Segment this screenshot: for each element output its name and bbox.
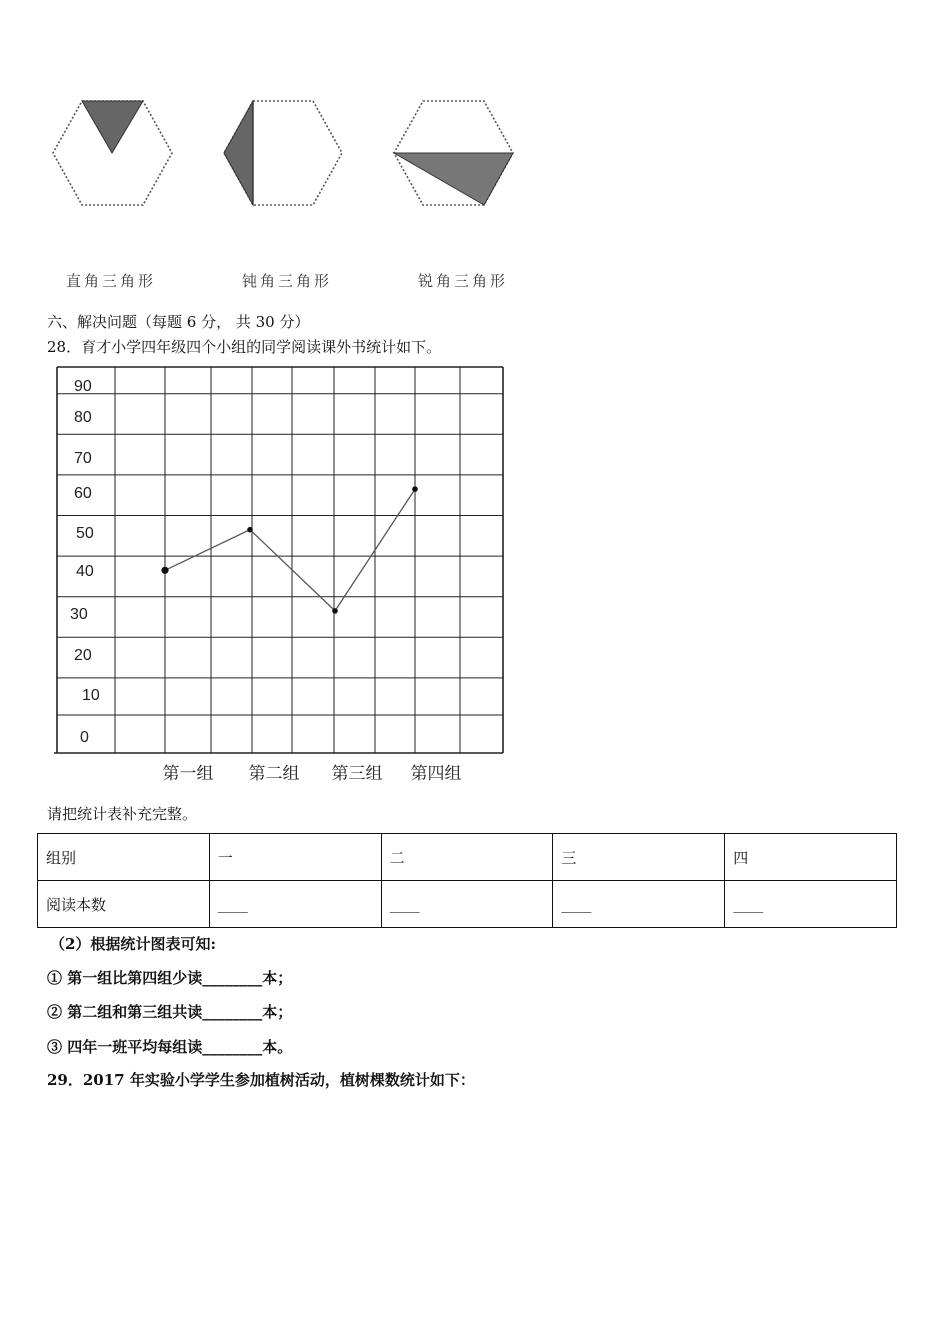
y-tick-label: 20 <box>74 647 92 664</box>
answer-blank-1[interactable]: ____ <box>209 881 381 928</box>
hexagon-obtuse-triangle <box>224 101 342 205</box>
part2-item-2: ② 第二组和第三组共读________本； <box>47 1003 293 1021</box>
header-group-2: 二 <box>381 834 553 881</box>
part2-title: （2）根据统计图表可知: <box>50 935 216 953</box>
header-group-3: 三 <box>553 834 725 881</box>
data-point <box>161 567 168 574</box>
table-header-row <box>38 834 897 881</box>
hexagon-right-triangle <box>53 101 172 205</box>
header-group-4: 四 <box>725 834 897 881</box>
part2-item-3: ③ 四年一班平均每组读________本。 <box>47 1038 293 1056</box>
reading-line-chart <box>40 362 520 792</box>
y-tick-label: 40 <box>76 563 94 580</box>
y-tick-label: 0 <box>80 729 89 746</box>
y-tick-label: 80 <box>74 409 92 426</box>
shape-label-obtuse: 钝角三角形 <box>242 272 333 290</box>
x-tick-label: 第三组 <box>331 764 383 784</box>
row-label-cell: 阅读本数 <box>38 881 210 928</box>
y-tick-label: 10 <box>82 687 100 704</box>
hexagon-figures <box>0 80 540 220</box>
x-tick-label: 第二组 <box>248 764 300 784</box>
data-point <box>247 527 253 533</box>
answer-blank-3[interactable]: ____ <box>553 881 725 928</box>
y-tick-label: 90 <box>74 378 92 395</box>
y-tick-label: 50 <box>76 525 94 542</box>
header-group-1: 一 <box>209 834 381 881</box>
part2-item-1: ① 第一组比第四组少读________本； <box>47 969 293 987</box>
header-label-cell: 组别 <box>38 834 210 881</box>
q29-prompt: 29．2017 年实验小学学生参加植树活动，植树棵数统计如下： <box>47 1071 475 1089</box>
shape-label-right: 直角三角形 <box>66 272 157 290</box>
data-point <box>332 608 338 614</box>
y-tick-label: 70 <box>74 450 92 467</box>
shape-label-acute: 锐角三角形 <box>418 272 509 290</box>
answer-blank-2[interactable]: ____ <box>381 881 553 928</box>
q28-prompt: 28．育才小学四年级四个小组的同学阅读课外书统计如下。 <box>47 338 442 356</box>
x-tick-label: 第四组 <box>410 764 462 784</box>
series-line <box>165 489 415 611</box>
y-tick-label: 60 <box>74 485 92 502</box>
data-point <box>412 486 418 492</box>
stats-table <box>37 833 897 928</box>
table-data-row <box>38 881 897 928</box>
fill-instruction: 请把统计表补充完整。 <box>47 805 198 823</box>
y-tick-label: 30 <box>70 606 88 623</box>
hexagon-acute-triangle <box>394 101 513 205</box>
x-tick-label: 第一组 <box>162 764 214 784</box>
section-heading: 六、解决问题（每题 6 分， 共 30 分） <box>47 313 310 331</box>
answer-blank-4[interactable]: ____ <box>725 881 897 928</box>
